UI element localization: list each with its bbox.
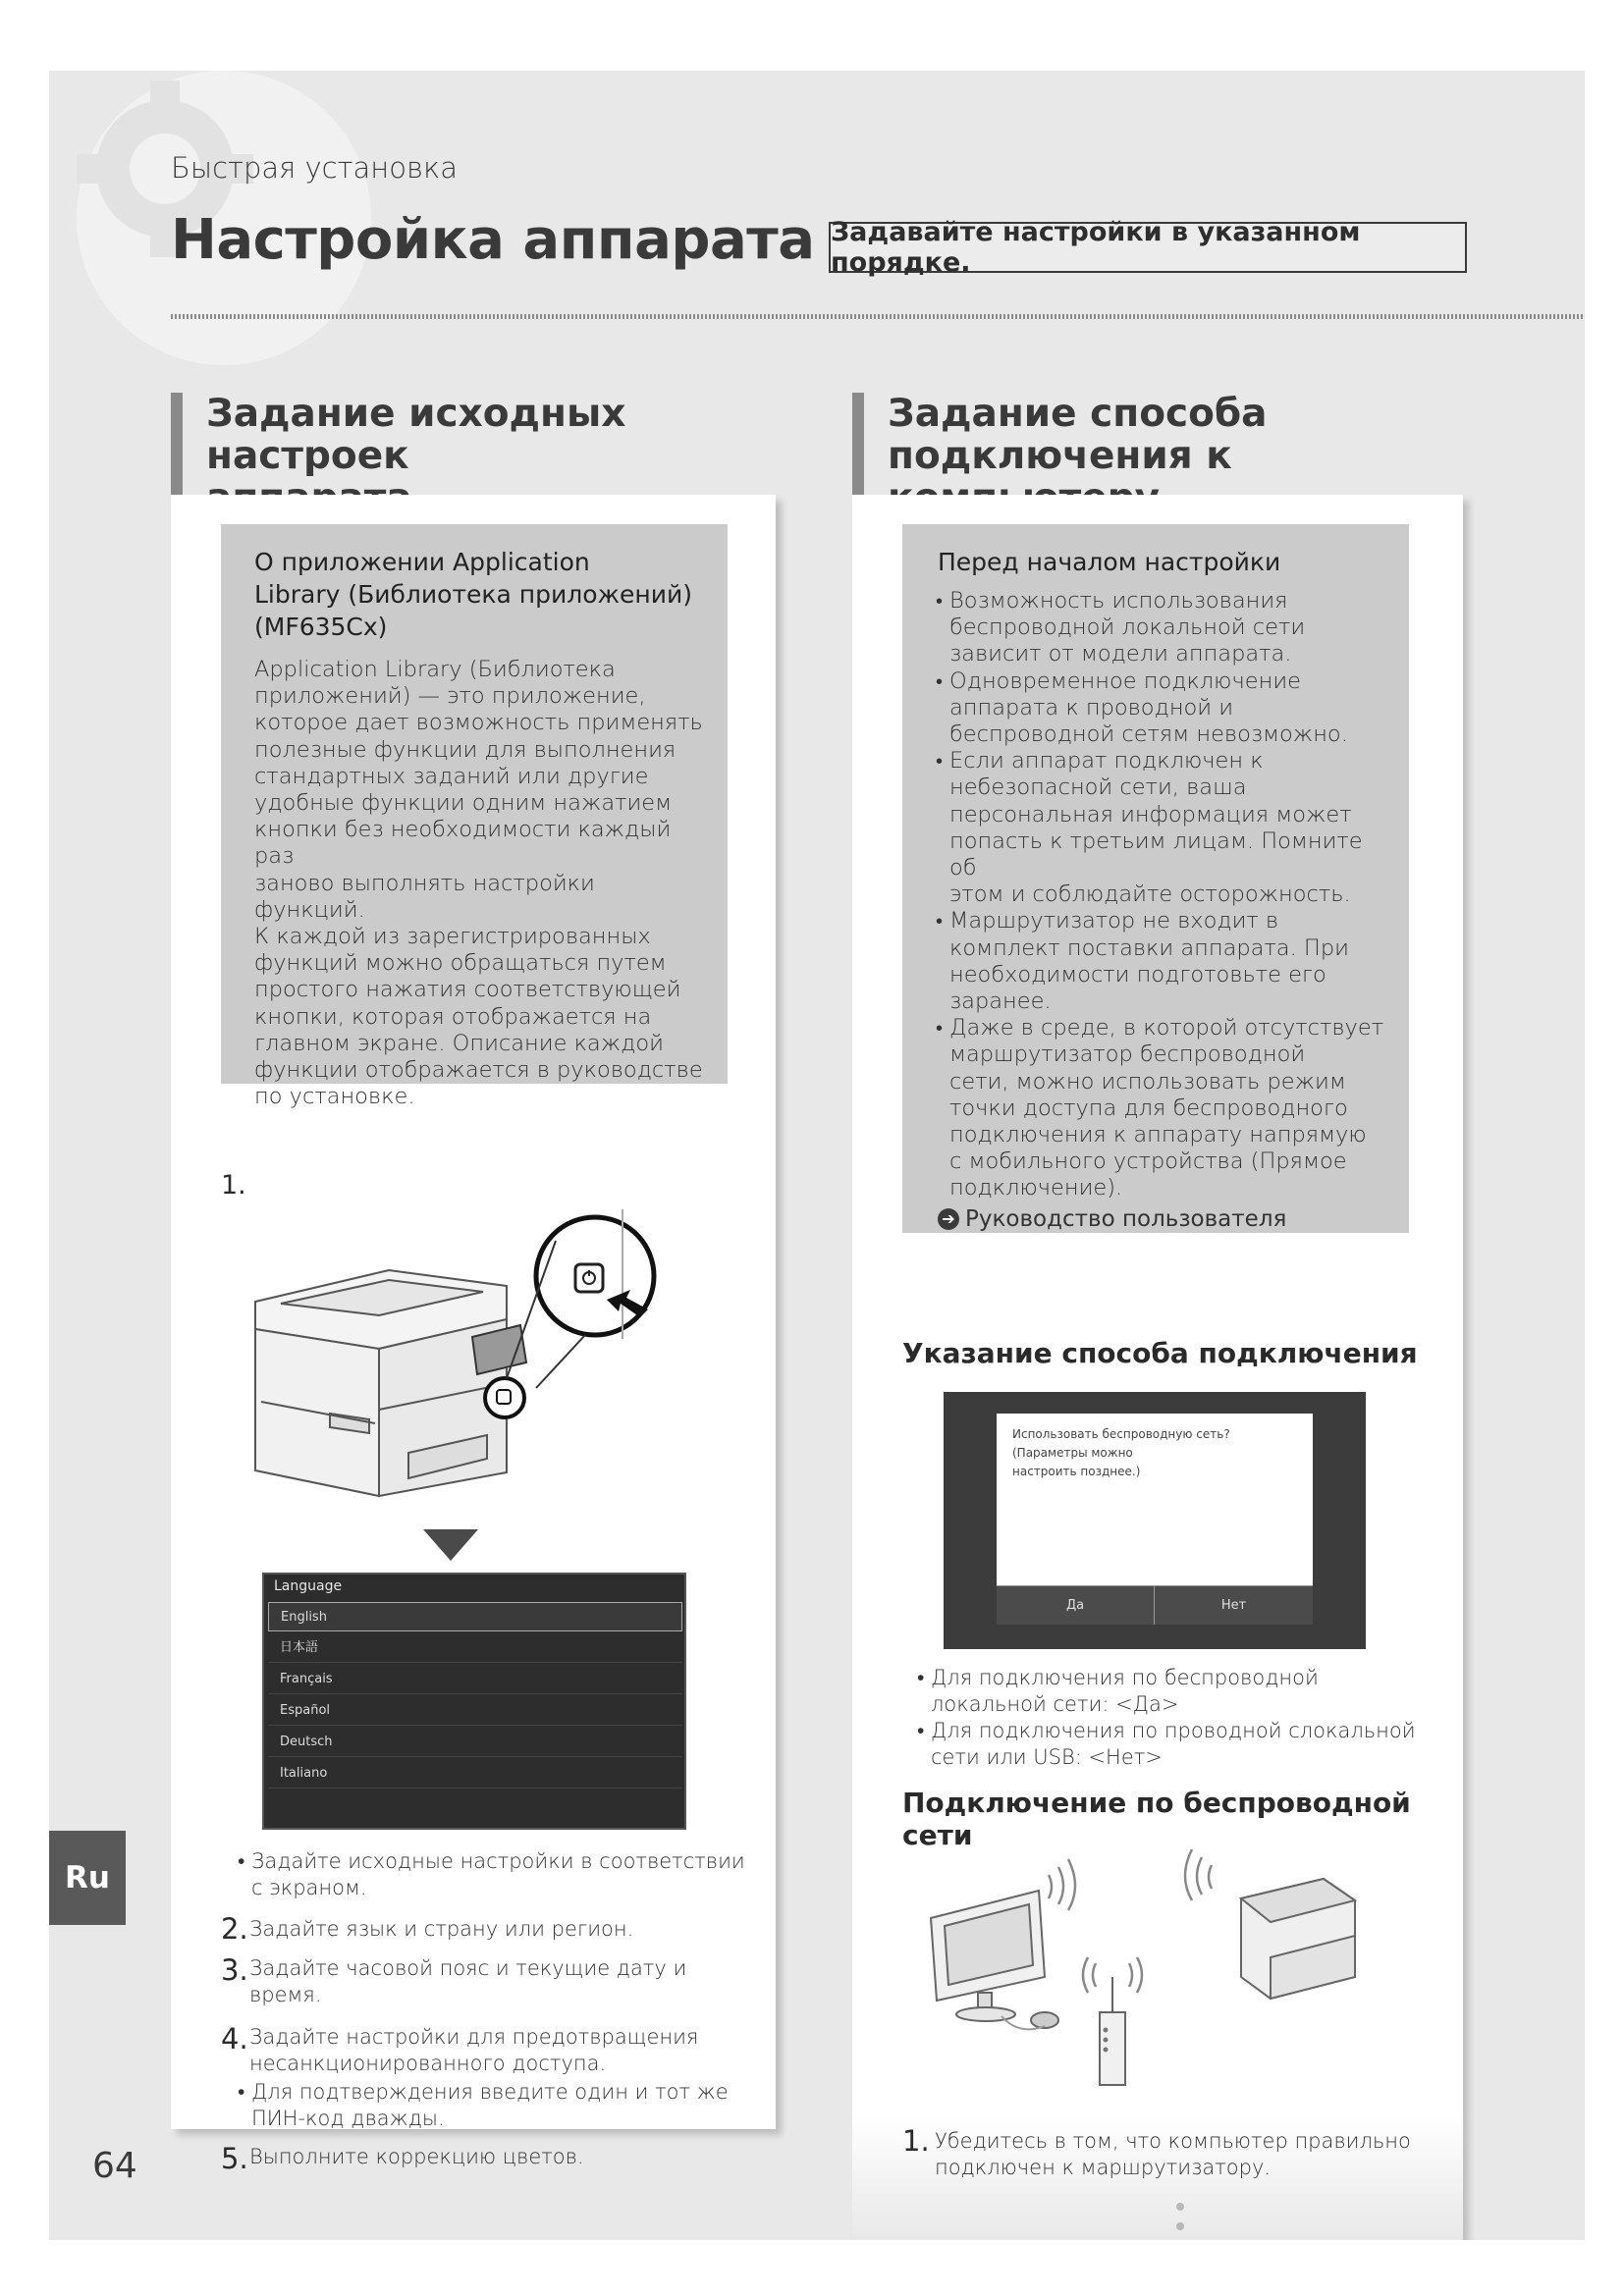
left-step-2-number: 2. (221, 1912, 248, 1946)
language-screen (262, 1573, 686, 1830)
left-step-5-text: Выполните коррекцию цветов. (249, 2145, 584, 2168)
left-step-4-text: Задайте настройки для предотвращения несанкционированного доступа. (249, 2025, 699, 2075)
no-button[interactable]: Нет (1155, 1585, 1313, 1625)
application-library-box (221, 524, 728, 1110)
application-library-body: Application Library (Библиотека приложений) — это приложение, которое дает возможность применять полезные функции для выполнения стандартных заданий или другие удобные функции одним нажатием кнопки без необходимости каждый раз заново выполнять настройки функций. К каждой из зарегистрированных функций можно обращаться путем простого нажатия соответствующей кнопки, которая отображается на главном экране. Описание каждой функции отображается в руководстве по установке. (254, 657, 703, 1110)
before-setup-box (902, 524, 1409, 1233)
language-tab-ru[interactable]: Ru (49, 1831, 126, 1925)
wireless-heading: Подключение по беспроводной сети (902, 1787, 1411, 1851)
language-option[interactable]: Español (268, 1696, 682, 1726)
language-screen-title: Language (274, 1578, 343, 1594)
left-step-5-number: 5. (221, 2142, 248, 2175)
list-item: • Одновременное подключение аппарата к проводной и беспроводной сетям невозможно. (938, 668, 1385, 749)
left-step-1-number: 1. (221, 1170, 246, 1201)
printer-power-illustration (242, 1201, 732, 1525)
page-background (49, 71, 1585, 2240)
down-arrow-icon (423, 1529, 478, 1561)
connection-note-wired: • Для подключения по проводной слокальной сети или USB: <Нет> (917, 1718, 1447, 1771)
connection-method-heading: Указание способа подключения (902, 1337, 1418, 1369)
yes-button[interactable]: Да (997, 1585, 1155, 1625)
user-guide-reference[interactable] (938, 1206, 1385, 1232)
language-option[interactable]: English (268, 1602, 682, 1631)
connection-dialog (997, 1414, 1313, 1625)
left-step-3-number: 3. (221, 1953, 248, 1987)
right-step-1-number: 1. (902, 2124, 930, 2158)
language-option[interactable]: Français (268, 1665, 682, 1694)
left-step-2-text: Задайте язык и страну или регион. (249, 1917, 634, 1941)
dotted-divider (171, 314, 1585, 319)
step-1-note: • Задайте исходные настройки в соответствии с экраном. (238, 1848, 768, 1901)
right-section-heading: Задание способа подключения к (852, 393, 1500, 519)
application-library-title: О приложении Application Library (Библиотека приложений) (MF635Cx) (254, 548, 692, 641)
arrow-right-icon: ➔ (938, 1208, 959, 1230)
left-step-4-number: 4. (221, 2022, 248, 2056)
section-kicker: Быстрая установка (171, 151, 458, 185)
left-section-heading: Задание исходных настроек (171, 393, 780, 519)
page-title: Настройка аппарата (171, 208, 815, 272)
order-note: Задавайте настройки в указанном порядке. (829, 222, 1467, 273)
right-panel (852, 495, 1463, 2240)
list-item: • Если аппарат подключен к небезопасной сети, ваша персональная информация может попасть к третьим лицам. Помните об этом и соблюдайте осторожность. (938, 748, 1385, 908)
page-number: 64 (92, 2146, 137, 2186)
right-step-1-text: Убедитесь в том, что компьютер правильно подключен к маршрутизатору. (935, 2129, 1411, 2179)
language-option[interactable]: Italiano (268, 1759, 682, 1789)
list-item: • Возможность использования беспроводной локальной сети зависит от модели аппарата. (938, 588, 1385, 668)
connection-note-wireless: • Для подключения по беспроводной локальной сети: <Да> (917, 1665, 1447, 1718)
step-4-note: • Для подтверждения введите один и тот же ПИН-код дважды. (238, 2079, 748, 2132)
left-panel (171, 495, 776, 2175)
continuation-dots (1176, 2203, 1184, 2240)
list-item: • Маршрутизатор не входит в комплект поставки аппарата. При необходимости подготовьте его заранее. (938, 908, 1385, 1015)
language-option[interactable]: 日本語 (268, 1633, 682, 1663)
connection-dialog-message: Использовать беспроводную сеть? (Параметры можно настроить позднее.) (1012, 1427, 1230, 1478)
user-guide-link[interactable]: Руководство пользователя (965, 1205, 1287, 1232)
left-step-3-text: Задайте часовой пояс и текущие дату и время. (249, 1956, 687, 2006)
before-setup-list (938, 588, 1385, 1202)
list-item: • Даже в среде, в которой отсутствует маршрутизатор беспроводной сети, можно использовать режим точки доступа для беспроводного подключения к аппарату напрямую с мобильного устройства (Прямое подключение). (938, 1015, 1385, 1201)
connection-screen (944, 1392, 1366, 1649)
before-setup-title: Перед началом настройки (938, 548, 1281, 576)
language-option[interactable]: Deutsch (268, 1728, 682, 1757)
wireless-network-illustration (921, 1840, 1412, 2095)
